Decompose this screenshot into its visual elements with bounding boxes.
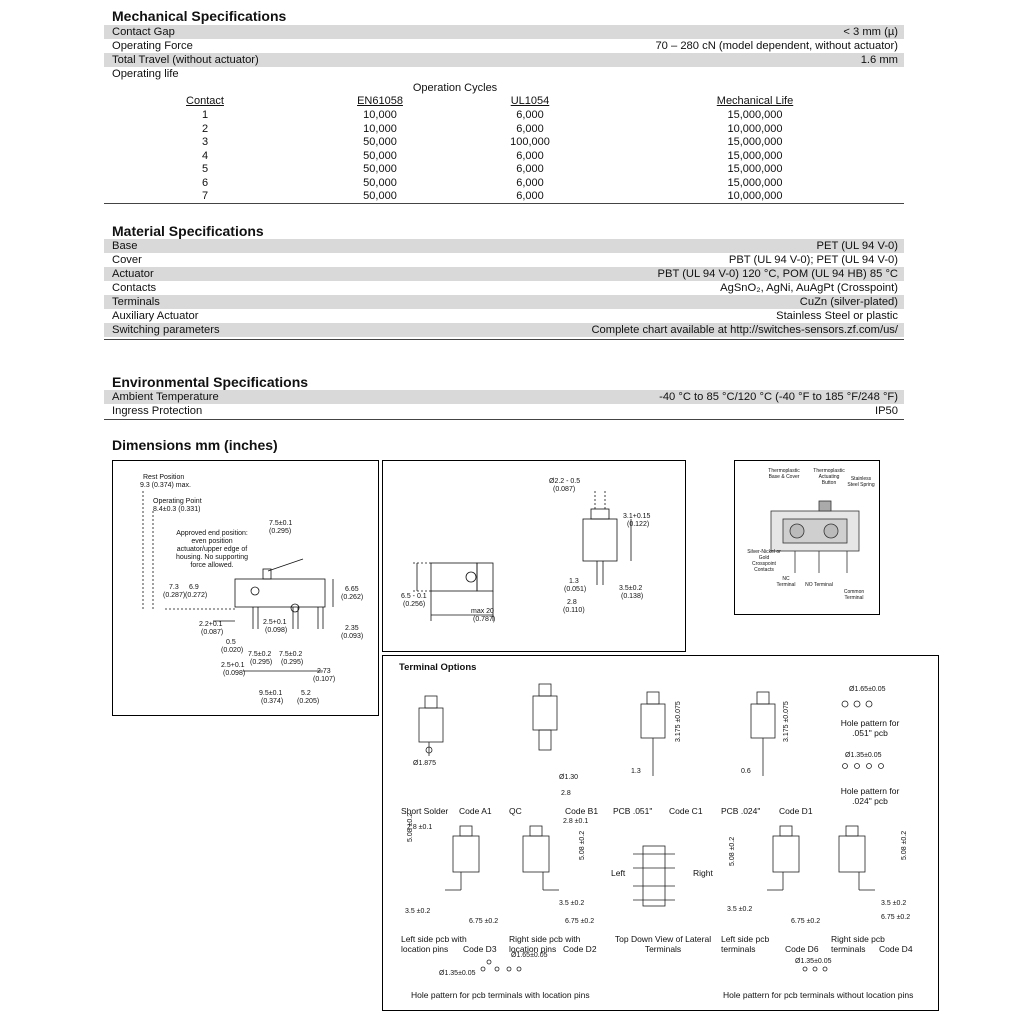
spec-value: PBT (UL 94 V-0) 120 °C, POM (UL 94 HB) 85 °C bbox=[657, 268, 898, 280]
environmental-table bbox=[104, 390, 904, 418]
environmental-title: Environmental Specifications bbox=[112, 374, 309, 390]
col-header-mechanical-life: Mechanical Life bbox=[716, 95, 794, 107]
operating-point-value: 8.4±0.3 (0.331) bbox=[153, 506, 201, 513]
dim-7-3-in: (0.287) bbox=[163, 592, 186, 599]
col-header-contact: Contact bbox=[186, 95, 224, 107]
operation-cycles-header: Operation Cycles bbox=[412, 82, 498, 94]
life-table-cell: 3 bbox=[201, 136, 209, 148]
spec-label: Switching parameters bbox=[112, 324, 220, 336]
life-table-cell: 10,000 bbox=[363, 122, 397, 135]
dim-6-9-in: (0.272) bbox=[185, 592, 208, 599]
label-common-terminal: Common Terminal bbox=[843, 589, 865, 601]
spec-label: Auxiliary Actuator bbox=[112, 310, 199, 322]
spec-row bbox=[104, 295, 904, 309]
label-nc-terminal: NC Terminal bbox=[776, 576, 796, 588]
dim-0-5: 0.5 bbox=[226, 639, 236, 646]
dim-mark: 5.08 ±0.2 bbox=[901, 830, 908, 860]
spec-value: 1.6 mm bbox=[860, 54, 898, 66]
dim-2-5b: 2.5+0.1 bbox=[221, 662, 245, 669]
spec-row bbox=[104, 253, 904, 267]
life-table-cell: 6 bbox=[201, 176, 209, 189]
life-table-cell: 100,000 bbox=[510, 136, 550, 148]
dim-5-2: 5.2 bbox=[301, 690, 311, 697]
life-table-cell: 6,000 bbox=[516, 190, 544, 202]
material-table bbox=[104, 239, 904, 337]
dim-3-5: 3.5±0.2 bbox=[619, 585, 643, 592]
divider bbox=[104, 339, 904, 340]
spec-label: Contact Gap bbox=[112, 26, 175, 38]
life-table-cell: 15,000,000 bbox=[727, 109, 783, 121]
spec-row bbox=[104, 281, 904, 295]
dim-mark: 3.5 ±0.2 bbox=[559, 900, 585, 907]
mechanical-title: Mechanical Specifications bbox=[112, 8, 287, 24]
life-table-cell: 15,000,000 bbox=[727, 176, 783, 189]
terminal-name: Left side pcb with location pins bbox=[401, 934, 467, 954]
spec-label: Operating Force bbox=[112, 40, 193, 52]
spec-value: PET (UL 94 V-0) bbox=[816, 240, 898, 252]
terminal-name: Left side pcb terminals bbox=[721, 934, 770, 954]
dim-7-5: 7.5±0.1 bbox=[269, 520, 293, 527]
dim-9-5-in: (0.374) bbox=[261, 698, 284, 705]
hole-pattern-024: Hole pattern for .024" pcb bbox=[840, 786, 900, 806]
spec-row bbox=[104, 67, 904, 81]
col-header-ul1054: UL1054 bbox=[510, 95, 550, 107]
spec-value: IP50 bbox=[874, 405, 898, 417]
hole-dim-1-65: Ø1.65±0.05 bbox=[511, 952, 548, 959]
spec-label: Actuator bbox=[112, 268, 154, 280]
spec-row bbox=[104, 53, 904, 67]
terminal-name: Short Solder bbox=[401, 806, 449, 816]
terminal-name: PCB .024" bbox=[721, 806, 761, 816]
dim-mark: 3.175 ±0.075 bbox=[675, 701, 682, 742]
spec-row bbox=[104, 267, 904, 281]
dim-mark: 6.75 ±0.2 bbox=[791, 918, 821, 925]
dim-mark: 3.5 ±0.2 bbox=[405, 908, 431, 915]
dim-6-9: 6.9 bbox=[189, 584, 199, 591]
terminal-options-panel bbox=[382, 655, 939, 1011]
life-table-cell: 10,000,000 bbox=[727, 190, 783, 202]
label-base-cover: Thermoplastic Base & Cover bbox=[768, 468, 800, 480]
dim-7-5ab-in: (0.295) bbox=[250, 659, 273, 666]
spec-label: Ambient Temperature bbox=[112, 391, 219, 403]
dimensions-title: Dimensions mm (inches) bbox=[112, 437, 278, 453]
dim-2-35: 2.35 bbox=[345, 625, 359, 632]
dim-mark: 1.3 bbox=[631, 768, 641, 775]
life-table-cell: 50,000 bbox=[363, 190, 397, 202]
label-left: Left bbox=[611, 868, 626, 878]
dim-2-73-in: (0.107) bbox=[313, 676, 336, 683]
spec-label: Total Travel (without actuator) bbox=[112, 54, 259, 66]
spec-row bbox=[104, 323, 904, 337]
spec-value: -40 °C to 85 °C/120 °C (-40 °F to 185 °F/248 °F) bbox=[659, 391, 898, 403]
spec-row bbox=[104, 309, 904, 323]
dim-6-5: 6.5 - 0.1 bbox=[401, 593, 427, 600]
life-table-cell: 50,000 bbox=[363, 163, 397, 175]
dim-7-3: 7.3 bbox=[169, 584, 179, 591]
life-table-cell: 6,000 bbox=[516, 149, 544, 162]
life-table-cell: 4 bbox=[201, 149, 209, 162]
label-no-terminal: NO Terminal bbox=[805, 582, 833, 588]
spec-value: PBT (UL 94 V-0); PET (UL 94 V-0) bbox=[728, 254, 898, 266]
life-table-cell: 2 bbox=[201, 122, 209, 135]
dim-1-3: 1.3 bbox=[569, 578, 579, 585]
life-table-cell: 1 bbox=[201, 109, 209, 121]
dim-2-2: 2.2+0.1 bbox=[199, 621, 223, 628]
spec-row bbox=[104, 239, 904, 253]
spec-label: Ingress Protection bbox=[112, 405, 203, 417]
dim-mark: Ø1.30 bbox=[559, 774, 579, 781]
life-table-cell: 6,000 bbox=[516, 163, 544, 175]
life-table-cell: 15,000,000 bbox=[727, 149, 783, 162]
life-table-cell: 7 bbox=[201, 190, 209, 202]
spec-label: Terminals bbox=[112, 296, 160, 308]
dim-mark: 0.6 bbox=[741, 768, 751, 775]
terminal-code: Code D4 bbox=[879, 944, 913, 954]
dim-7-5b: 7.5±0.2 bbox=[279, 651, 303, 658]
dim-2-8-in: (0.110) bbox=[563, 607, 585, 614]
life-table-cell: 15,000,000 bbox=[727, 163, 783, 175]
hole-pattern-with-pins: Hole pattern for pcb terminals with location pins bbox=[411, 990, 590, 1000]
dim-max20-in: (0.787) bbox=[473, 616, 496, 623]
terminal-name: Top Down View of Lateral Terminals bbox=[614, 934, 712, 954]
dim-2-8: 2.8 bbox=[567, 599, 577, 606]
life-table-cell: 6,000 bbox=[516, 176, 544, 189]
terminal-code: Code A1 bbox=[459, 806, 492, 816]
life-table-cell: 10,000,000 bbox=[727, 122, 783, 135]
dim-diameter: Ø2.2 - 0.5 bbox=[549, 478, 581, 485]
label-contacts: Silver-Nickel or Gold Crosspoint Contacts bbox=[747, 549, 781, 573]
dim-mark: Ø1.875 bbox=[413, 760, 436, 767]
life-table-cell: 50,000 bbox=[363, 149, 397, 162]
dim-2-73: 2.73 bbox=[317, 668, 331, 675]
divider bbox=[104, 203, 904, 204]
dim-3-1: 3.1+0.15 bbox=[623, 513, 651, 520]
spec-label: Operating life bbox=[112, 68, 179, 80]
dim-max20: max 20 bbox=[471, 608, 494, 615]
spec-value: < 3 mm (µ) bbox=[843, 26, 898, 38]
dim-mark: 5.08 ±0.2 bbox=[579, 830, 586, 860]
dim-mark: 3.5 ±0.2 bbox=[727, 906, 753, 913]
dim-2-5a: 2.5+0.1 bbox=[263, 619, 287, 626]
dim-3-5-in: (0.138) bbox=[621, 593, 644, 600]
life-table-cell: 50,000 bbox=[363, 176, 397, 189]
spec-value: CuZn (silver-plated) bbox=[799, 296, 898, 308]
terminal-code: Code B1 bbox=[565, 806, 599, 816]
spec-row bbox=[104, 25, 904, 39]
dim-2-5b-in: (0.098) bbox=[223, 670, 246, 677]
spec-row bbox=[104, 404, 904, 418]
spec-label: Contacts bbox=[112, 282, 157, 294]
label-right: Right bbox=[693, 868, 713, 878]
spec-value: Complete chart available at http://switches-sensors.zf.com/us/ bbox=[591, 324, 898, 336]
terminal-code: Code D1 bbox=[779, 806, 813, 816]
front-view-svg bbox=[383, 461, 685, 651]
life-table-cell: 6,000 bbox=[516, 109, 544, 121]
dim-7-5-in: (0.295) bbox=[269, 528, 292, 535]
rest-position-label: Rest Position bbox=[143, 474, 185, 481]
spec-row bbox=[104, 390, 904, 404]
dim-1-3-in: (0.051) bbox=[564, 586, 587, 593]
spec-value: Stainless Steel or plastic bbox=[776, 310, 898, 322]
terminal-name: QC bbox=[509, 806, 522, 816]
cutaway-drawing bbox=[734, 460, 880, 615]
approved-note: Approved end position: even position actuator/upper edge of housing. No supporting force allowed. bbox=[176, 530, 248, 569]
hole-dim-1-65: Ø1.65±0.05 bbox=[849, 686, 886, 693]
dim-2-35-in: (0.093) bbox=[341, 633, 364, 640]
hole-dim-1-35: Ø1.35±0.05 bbox=[795, 958, 832, 965]
dim-9-5: 9.5±0.1 bbox=[259, 690, 283, 697]
life-table-cell: 50,000 bbox=[363, 136, 397, 148]
terminal-name: Right side pcb with location pins bbox=[509, 934, 581, 954]
dim-diameter-in: (0.087) bbox=[553, 486, 576, 493]
label-spring: Stainless Steel Spring bbox=[847, 476, 875, 488]
col-header-en61058: EN61058 bbox=[357, 95, 403, 107]
terminal-code: Code C1 bbox=[669, 806, 703, 816]
spec-value: 70 – 280 cN (model dependent, without actuator) bbox=[655, 40, 898, 52]
terminal-code: Code D2 bbox=[563, 944, 597, 954]
spec-label: Base bbox=[112, 240, 138, 252]
operating-point-label: Operating Point bbox=[153, 498, 202, 505]
front-view-drawing bbox=[382, 460, 686, 652]
hole-pattern-051: Hole pattern for .051" pcb bbox=[840, 718, 900, 738]
label-actuating-button: Thermoplastic Actuating Button bbox=[813, 468, 845, 486]
dim-7-5ab-in: (0.295) bbox=[281, 659, 304, 666]
spec-row bbox=[104, 39, 904, 53]
dim-mark: 2.8 ±0.1 bbox=[407, 824, 433, 831]
dim-6-65: 6.65 bbox=[345, 586, 359, 593]
life-table-cell: 10,000 bbox=[363, 109, 397, 121]
dim-mark: 5.08 ±0.2 bbox=[407, 812, 414, 842]
divider bbox=[104, 419, 904, 420]
spec-value: AgSnO₂, AgNi, AuAgPt (Crosspoint) bbox=[720, 282, 898, 294]
dim-7-5a: 7.5±0.2 bbox=[248, 651, 272, 658]
dim-0-5-in: (0.020) bbox=[221, 647, 244, 654]
dim-6-5-in: (0.256) bbox=[403, 601, 426, 608]
terminal-code: Code D3 bbox=[463, 944, 497, 954]
dim-mark: 6.75 ±0.2 bbox=[469, 918, 499, 925]
material-title: Material Specifications bbox=[112, 223, 264, 239]
hole-pattern-without-pins: Hole pattern for pcb terminals without location pins bbox=[723, 990, 914, 1000]
dim-2-5a-in: (0.098) bbox=[265, 627, 288, 634]
dim-6-65-in: (0.262) bbox=[341, 594, 364, 601]
life-table-cell: 15,000,000 bbox=[727, 136, 783, 148]
hole-dim-1-35: Ø1.35±0.05 bbox=[845, 752, 882, 759]
dim-mark: 2.8 bbox=[561, 790, 571, 797]
spec-label: Cover bbox=[112, 254, 142, 266]
dim-mark: 2.8 ±0.1 bbox=[563, 818, 589, 825]
rest-position-value: 9.3 (0.374) max. bbox=[140, 482, 191, 489]
terminal-code: Code D6 bbox=[785, 944, 819, 954]
dim-mark: 5.08 ±0.2 bbox=[729, 836, 736, 866]
life-table-cell: 5 bbox=[201, 163, 209, 175]
dim-mark: 3.5 ±0.2 bbox=[881, 900, 907, 907]
terminal-name: Right side pcb terminals bbox=[831, 934, 885, 954]
dim-3-1-in: (0.122) bbox=[627, 521, 650, 528]
dim-mark: 6.75 ±0.2 bbox=[881, 914, 911, 921]
terminal-options-svg bbox=[383, 656, 938, 1010]
dim-mark: 6.75 ±0.2 bbox=[565, 918, 595, 925]
terminal-name: PCB .051" bbox=[613, 806, 653, 816]
mechanical-table bbox=[104, 25, 904, 81]
terminal-options-title: Terminal Options bbox=[399, 662, 477, 673]
side-view-drawing bbox=[112, 460, 379, 716]
hole-dim-1-35: Ø1.35±0.05 bbox=[439, 970, 476, 977]
dim-5-2-in: (0.205) bbox=[297, 698, 320, 705]
life-table-cell: 6,000 bbox=[516, 122, 544, 135]
dim-mark: 3.175 ±0.075 bbox=[783, 701, 790, 742]
dim-2-2-in: (0.087) bbox=[201, 629, 224, 636]
